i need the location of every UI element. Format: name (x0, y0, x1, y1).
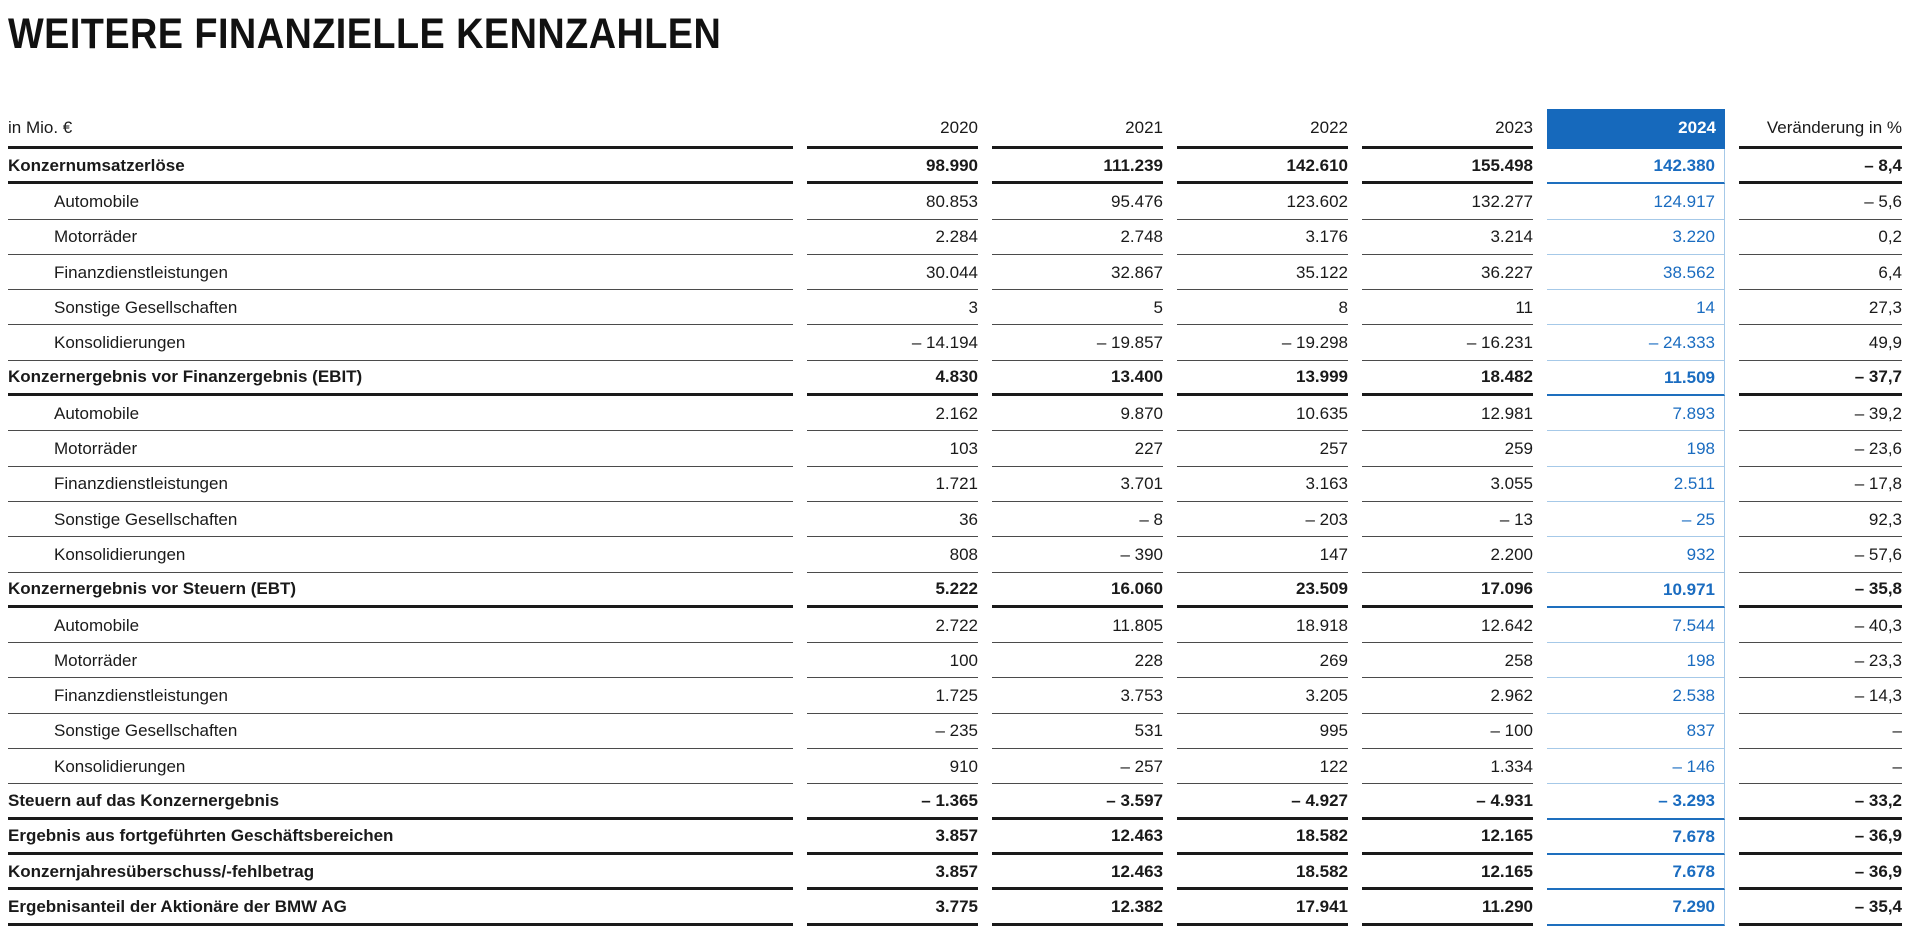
cell-2021: 531 (992, 714, 1163, 749)
cell-2024: 7.893 (1547, 396, 1725, 431)
cell-2022: 18.582 (1177, 855, 1348, 890)
cell-2023: 259 (1362, 431, 1533, 466)
table-row (8, 290, 1902, 325)
cell-2024: 7.678 (1547, 855, 1725, 890)
table-row (8, 325, 1902, 360)
header-year-2024-highlighted: 2024 (1547, 109, 1725, 149)
cell-2024: 198 (1547, 431, 1725, 466)
cell-2021: 3.753 (992, 678, 1163, 713)
row-label: Finanzdienstleistungen (8, 255, 793, 290)
cell-2020: 1.721 (807, 467, 978, 502)
cell-2023: 17.096 (1362, 573, 1533, 608)
table-row (8, 220, 1902, 255)
cell-change: – 23,6 (1739, 431, 1902, 466)
cell-2021: – 8 (992, 502, 1163, 537)
row-label: Finanzdienstleistungen (8, 467, 793, 502)
cell-2024: 2.511 (1547, 467, 1725, 502)
cell-2020: 98.990 (807, 149, 978, 184)
cell-2022: 123.602 (1177, 184, 1348, 219)
table-row (8, 784, 1902, 819)
cell-2024: 837 (1547, 714, 1725, 749)
table-row (8, 467, 1902, 502)
cell-2020: 100 (807, 643, 978, 678)
row-label: Sonstige Gesellschaften (8, 714, 793, 749)
cell-2021: 13.400 (992, 361, 1163, 396)
cell-2024: 124.917 (1547, 184, 1725, 219)
header-change-percent: Veränderung in % (1739, 109, 1902, 149)
table-row (8, 678, 1902, 713)
cell-change: – 35,4 (1739, 890, 1902, 925)
cell-change: – 5,6 (1739, 184, 1902, 219)
table-row (8, 361, 1902, 396)
cell-2021: 16.060 (992, 573, 1163, 608)
cell-2021: – 257 (992, 749, 1163, 784)
cell-2020: 3.775 (807, 890, 978, 925)
cell-2021: 11.805 (992, 608, 1163, 643)
cell-2024: 7.544 (1547, 608, 1725, 643)
table-row (8, 608, 1902, 643)
table-row (8, 714, 1902, 749)
cell-change: – 36,9 (1739, 855, 1902, 890)
cell-2023: 132.277 (1362, 184, 1533, 219)
cell-2021: 12.463 (992, 855, 1163, 890)
cell-2022: 35.122 (1177, 255, 1348, 290)
cell-2021: 3.701 (992, 467, 1163, 502)
cell-change: 92,3 (1739, 502, 1902, 537)
cell-2022: 3.163 (1177, 467, 1348, 502)
cell-change: – 33,2 (1739, 784, 1902, 819)
table-row (8, 820, 1902, 855)
row-label: Ergebnis aus fortgeführten Geschäftsbereichen (8, 820, 793, 855)
cell-2024: 7.678 (1547, 820, 1725, 855)
cell-2022: 17.941 (1177, 890, 1348, 925)
cell-2023: 3.214 (1362, 220, 1533, 255)
table-row (8, 643, 1902, 678)
cell-2024: 932 (1547, 537, 1725, 572)
financial-table (8, 109, 1902, 926)
row-label: Sonstige Gesellschaften (8, 502, 793, 537)
cell-2020: 80.853 (807, 184, 978, 219)
cell-2024: – 24.333 (1547, 325, 1725, 360)
cell-2024: 14 (1547, 290, 1725, 325)
cell-2022: 142.610 (1177, 149, 1348, 184)
cell-change: – (1739, 749, 1902, 784)
cell-2023: 12.981 (1362, 396, 1533, 431)
cell-2022: 8 (1177, 290, 1348, 325)
cell-2024: 38.562 (1547, 255, 1725, 290)
row-label: Automobile (8, 184, 793, 219)
cell-change: 6,4 (1739, 255, 1902, 290)
cell-2021: 95.476 (992, 184, 1163, 219)
header-year-2020: 2020 (807, 109, 978, 149)
cell-2021: 12.382 (992, 890, 1163, 925)
cell-2021: – 390 (992, 537, 1163, 572)
cell-2020: – 235 (807, 714, 978, 749)
cell-change: – 36,9 (1739, 820, 1902, 855)
row-label: Sonstige Gesellschaften (8, 290, 793, 325)
cell-2021: 111.239 (992, 149, 1163, 184)
cell-2023: 2.200 (1362, 537, 1533, 572)
table-row (8, 431, 1902, 466)
cell-2023: 11.290 (1362, 890, 1533, 925)
row-label: Automobile (8, 396, 793, 431)
cell-2020: 910 (807, 749, 978, 784)
cell-change: – (1739, 714, 1902, 749)
cell-2023: 3.055 (1362, 467, 1533, 502)
header-year-2021: 2021 (992, 109, 1163, 149)
cell-2024: 198 (1547, 643, 1725, 678)
cell-change: – 17,8 (1739, 467, 1902, 502)
table-row (8, 149, 1902, 184)
cell-2020: – 14.194 (807, 325, 978, 360)
cell-2024: – 146 (1547, 749, 1725, 784)
cell-change: – 8,4 (1739, 149, 1902, 184)
row-label: Konsolidierungen (8, 537, 793, 572)
row-label: Konsolidierungen (8, 325, 793, 360)
row-label: Motorräder (8, 220, 793, 255)
cell-2020: 2.722 (807, 608, 978, 643)
cell-2023: 2.962 (1362, 678, 1533, 713)
cell-2023: – 4.931 (1362, 784, 1533, 819)
cell-2023: 1.334 (1362, 749, 1533, 784)
table-header-row (8, 109, 1902, 149)
cell-2023: 36.227 (1362, 255, 1533, 290)
cell-2021: – 3.597 (992, 784, 1163, 819)
cell-2023: 11 (1362, 290, 1533, 325)
cell-2024: – 3.293 (1547, 784, 1725, 819)
cell-2020: 3 (807, 290, 978, 325)
cell-change: – 23,3 (1739, 643, 1902, 678)
table-row (8, 255, 1902, 290)
page-title: WEITERE FINANZIELLE KENNZAHLEN (8, 10, 722, 58)
row-label: Konzernergebnis vor Finanzergebnis (EBIT) (8, 361, 793, 396)
cell-change: 0,2 (1739, 220, 1902, 255)
row-label: Konzernumsatzerlöse (8, 149, 793, 184)
cell-2022: 147 (1177, 537, 1348, 572)
table-row (8, 396, 1902, 431)
row-label: Konsolidierungen (8, 749, 793, 784)
cell-2020: 30.044 (807, 255, 978, 290)
cell-2023: – 13 (1362, 502, 1533, 537)
header-year-2022: 2022 (1177, 109, 1348, 149)
cell-2021: 32.867 (992, 255, 1163, 290)
cell-2022: 13.999 (1177, 361, 1348, 396)
cell-2022: 995 (1177, 714, 1348, 749)
cell-2022: 122 (1177, 749, 1348, 784)
report-page (0, 10, 1920, 926)
row-label: Motorräder (8, 431, 793, 466)
cell-2023: 18.482 (1362, 361, 1533, 396)
row-label: Finanzdienstleistungen (8, 678, 793, 713)
cell-change: – 35,8 (1739, 573, 1902, 608)
cell-2020: 1.725 (807, 678, 978, 713)
cell-2020: 3.857 (807, 820, 978, 855)
cell-2023: 12.642 (1362, 608, 1533, 643)
row-label: Steuern auf das Konzernergebnis (8, 784, 793, 819)
cell-2021: 9.870 (992, 396, 1163, 431)
cell-2022: 23.509 (1177, 573, 1348, 608)
cell-2024: 7.290 (1547, 890, 1725, 925)
row-label: Konzernergebnis vor Steuern (EBT) (8, 573, 793, 608)
cell-2024: 11.509 (1547, 361, 1725, 396)
row-label: Ergebnisanteil der Aktionäre der BMW AG (8, 890, 793, 925)
row-label: Konzernjahresüberschuss/-fehlbetrag (8, 855, 793, 890)
cell-2020: 103 (807, 431, 978, 466)
cell-change: – 39,2 (1739, 396, 1902, 431)
cell-2022: 18.582 (1177, 820, 1348, 855)
header-unit-label: in Mio. € (8, 109, 793, 149)
cell-2023: 12.165 (1362, 855, 1533, 890)
cell-2022: 18.918 (1177, 608, 1348, 643)
cell-change: 49,9 (1739, 325, 1902, 360)
cell-2023: – 16.231 (1362, 325, 1533, 360)
cell-2024: – 25 (1547, 502, 1725, 537)
cell-2024: 10.971 (1547, 573, 1725, 608)
cell-2023: 12.165 (1362, 820, 1533, 855)
cell-2022: 3.176 (1177, 220, 1348, 255)
cell-2020: 4.830 (807, 361, 978, 396)
cell-change: – 40,3 (1739, 608, 1902, 643)
table-row (8, 573, 1902, 608)
cell-2020: 36 (807, 502, 978, 537)
cell-2022: 10.635 (1177, 396, 1348, 431)
cell-2022: – 4.927 (1177, 784, 1348, 819)
cell-2024: 2.538 (1547, 678, 1725, 713)
table-row (8, 502, 1902, 537)
table-row (8, 855, 1902, 890)
row-label: Motorräder (8, 643, 793, 678)
cell-2021: – 19.857 (992, 325, 1163, 360)
cell-2022: – 203 (1177, 502, 1348, 537)
cell-2023: 258 (1362, 643, 1533, 678)
cell-change: 27,3 (1739, 290, 1902, 325)
cell-2021: 228 (992, 643, 1163, 678)
cell-change: – 14,3 (1739, 678, 1902, 713)
cell-2022: 257 (1177, 431, 1348, 466)
table-row (8, 890, 1902, 925)
table-body (8, 149, 1902, 926)
cell-change: – 37,7 (1739, 361, 1902, 396)
table-row (8, 537, 1902, 572)
cell-2020: 808 (807, 537, 978, 572)
table-row (8, 184, 1902, 219)
cell-2020: 5.222 (807, 573, 978, 608)
table-row (8, 749, 1902, 784)
cell-2022: 269 (1177, 643, 1348, 678)
cell-2022: – 19.298 (1177, 325, 1348, 360)
cell-2021: 5 (992, 290, 1163, 325)
cell-2023: 155.498 (1362, 149, 1533, 184)
cell-2021: 12.463 (992, 820, 1163, 855)
cell-2023: – 100 (1362, 714, 1533, 749)
cell-2021: 227 (992, 431, 1163, 466)
cell-2021: 2.748 (992, 220, 1163, 255)
header-year-2023: 2023 (1362, 109, 1533, 149)
cell-2020: – 1.365 (807, 784, 978, 819)
row-label: Automobile (8, 608, 793, 643)
cell-change: – 57,6 (1739, 537, 1902, 572)
cell-2020: 2.162 (807, 396, 978, 431)
cell-2024: 3.220 (1547, 220, 1725, 255)
cell-2020: 3.857 (807, 855, 978, 890)
cell-2020: 2.284 (807, 220, 978, 255)
cell-2024: 142.380 (1547, 149, 1725, 184)
cell-2022: 3.205 (1177, 678, 1348, 713)
